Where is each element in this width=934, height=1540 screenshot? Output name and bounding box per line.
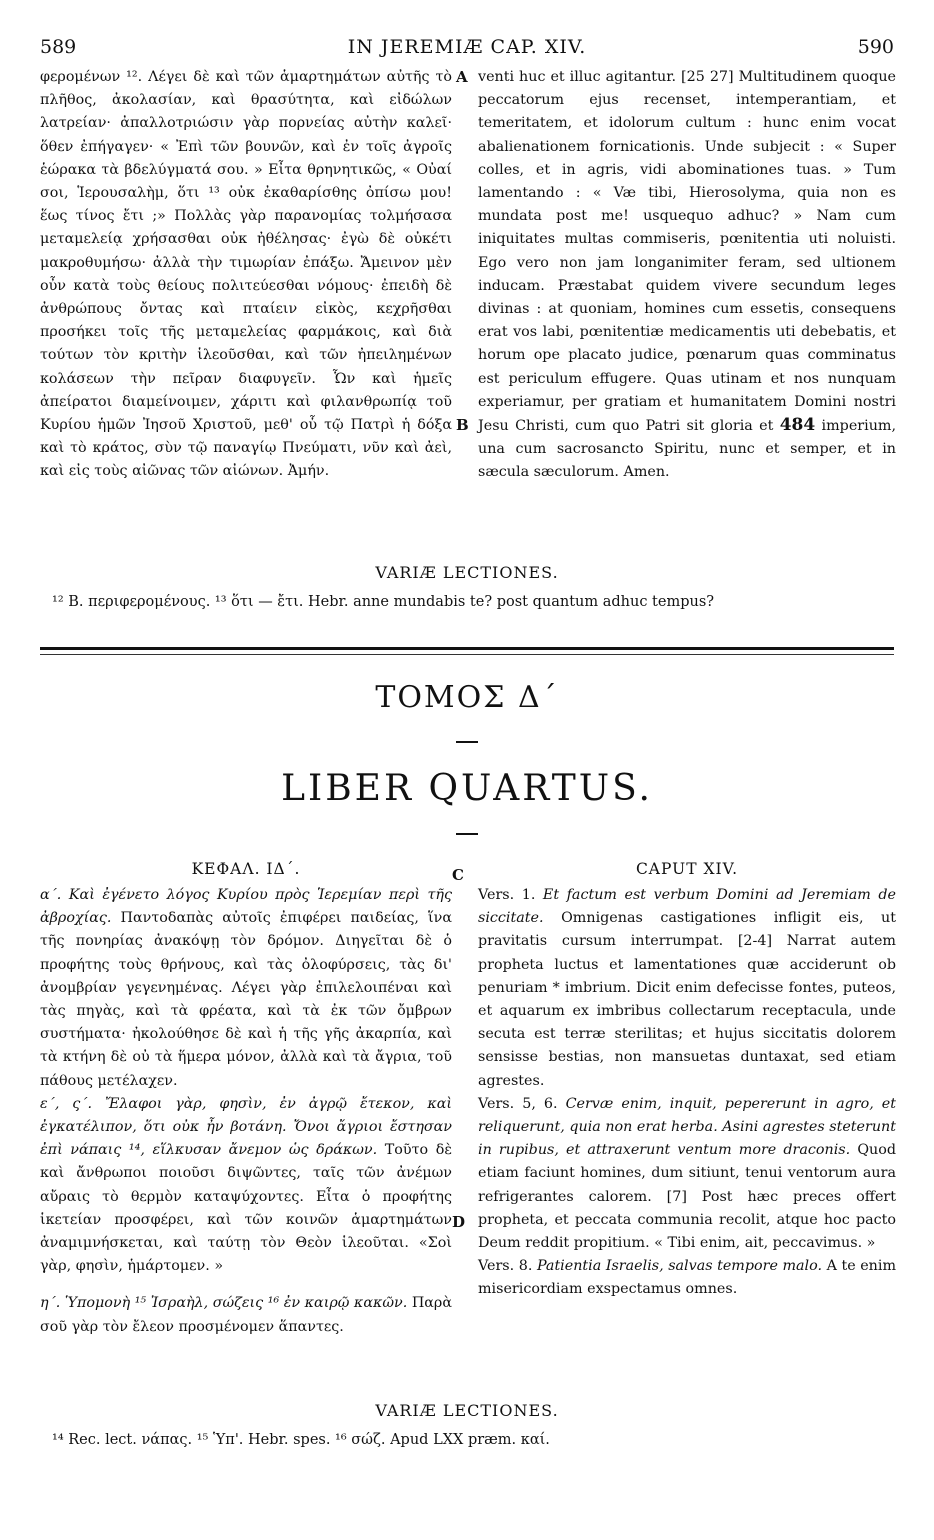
margin-marker-b: B xyxy=(456,416,469,434)
margin-marker-d: D xyxy=(452,1213,466,1231)
latin-verse-1-italic: Et factum est verbum Domini ad Jeremiam de siccitate. xyxy=(478,887,897,927)
latin-verse-5 xyxy=(478,1093,896,1255)
latin-paragraph xyxy=(478,66,896,485)
latin-text-before: venti huc et illuc agitantur. [25 27] Multitudinem quoque peccatorum ejus recenset, intemperantiam, et temeritatem, et idolorum cultum : hunc enim vocat abalienationem fornicationis. Unde subjecit : « Super colles, et in agris, vidi abominationes tuas. » Tum lamentando : « Væ tibi, Hierosolyma, quia non es mundata post me! usquequo adhuc? » Nam cum iniquitates multas commiseris, pœnitentia uti noluisti. Ego vero non jam longanimiter feram, sed ultionem inducam. Præstabat quidem vivere secundum leges divinas : at quoniam, homines cum essetis, consequens erat vos labi, pœnitentiæ medicamentis uti debebatis, et horum ope placato judice, pœnarum quas comminatus est periculum effugere. Quas utinam et nos nunquam experiamur, per gratiam et humanitatem Domini nostri Jesu Christi, cum quo Patri sit gloria et xyxy=(478,69,896,435)
heading-dash-1 xyxy=(456,741,478,743)
liber-heading: LIBER QUARTUS. xyxy=(281,768,653,809)
margin-marker-c: C xyxy=(452,866,464,884)
latin-chapter-title: CAPUT XIV. xyxy=(635,860,739,878)
latin-verse-1-text: Omnigenas castigationes infligit eis, ut pravitatis cursum interrumpat. [2-4] Narrat autem propheta luctus et lamentationes quæ acciderunt ob penuriam * imbrium. Dicit enim defecisse fontes, puteos, et aquarum ex imbribus collectarum receptacula, unde secuta est terræ sterilitas; et hujus siccitatis dolorem sensisse bestias, non mansuetas duntaxat, sed etiam agrestes. xyxy=(478,910,897,1089)
margin-marker-a: A xyxy=(456,68,468,86)
running-title: IN JEREMIÆ CAP. XIV. xyxy=(347,36,587,58)
greek-verse-8 xyxy=(40,1292,452,1338)
latin-verse-5-ref: Vers. 5, 6. xyxy=(478,1095,558,1112)
greek-column-chapter xyxy=(40,884,452,1339)
variae-lectiones-text-1: ¹² B. περιφερομένους. ¹³ ὅτι — ἔτι. Hebr. anne mundabis te? post quantum adhuc tempus? xyxy=(52,594,715,610)
latin-verse-8 xyxy=(478,1255,896,1301)
latin-column-chapter xyxy=(478,884,896,1302)
greek-chapter-title: ΚΕΦΑΛ. ΙΔ΄. xyxy=(191,860,301,878)
variae-lectiones-title-2: VARIÆ LECTIONES. xyxy=(375,1401,559,1420)
greek-verse-1-text: Παντοδαπὰς αὐτοῖς ἐπιφέρει παιδείας, ἵνα τῆς πονηρίας ἀνακόψῃ τὸν δρόμον. Διηγεῖται δὲ ὁ προφήτης τοὺς θρήνους, καὶ τὰς ὀλοφύρσεις, τὰς δι' ἀνομβρίαν γεγενημένας. Λέγει γὰρ ἐπιλελοιπέναι καὶ τὰς πηγὰς, καὶ τὰ φρέατα, καὶ τὰ ἐκ τῶν ὄμβρων συστήματα· ἠκολούθησε δὲ καὶ ἡ τῆς γῆς ἀκαρπία, καὶ τὰ κτήνη δὲ οὐ τὰ ἥμερα μόνον, ἀλλὰ καὶ τὰ ἄγρια, τοῦ πάθους μετέλαχεν. xyxy=(40,910,453,1089)
section-rule-thin xyxy=(40,654,894,655)
greek-paragraph: φερομένων ¹². Λέγει δὲ καὶ τῶν ἁμαρτημάτων αὐτῆς τὸ πλῆθος, ἀκολασίαν, καὶ θρασύτητα, καὶ εἰδώλων λατρείαν· ἀπαλλοτριώσιν γὰρ πορνείας αὐτὴν καλεῖ· ὅθεν ἐπήγαγεν· « Ἐπὶ τῶν βουνῶν, καὶ ἐν τοῖς ἀγροῖς ἑώρακα τὰ βδελύγματά σου. » Εἶτα θρηνητικῶς, « Οὐαί σοι, Ἱερουσαλὴμ, ὅτι ¹³ οὐκ ἐκαθαρίσθης ὀπίσω μου! ἕως τίνος ἔτι ;» Πολλὰς γὰρ παρανομίας τολμήσασα μεταμελείᾳ χρήσασθαι οὐκ ἠθέλησας· ἐγὼ δὲ οὐκέτι μακροθυμήσω· ἀλλὰ τὴν τιμωρίαν ἐπάξω. Ἄμεινον μὲν οὖν κατὰ τοὺς θείους πολιτεύεσθαι νόμους· ἐπειδὴ δὲ ἀνθρώπους ὄντας καὶ πταίειν εἰκὸς, κεχρῆσθαι προσήκει τοῖς τῆς μεταμελείας φαρμάκοις, καὶ διὰ τούτων τὸν κριτὴν ἱλεοῦσθαι, καὶ τῶν ἠπειλημένων κολάσεων τὴν πεῖραν διαφυγεῖν. Ὧν καὶ ἡμεῖς ἀπείρατοι διαμείνοιμεν, χάριτι καὶ φιλανθρωπίᾳ τοῦ Κυρίου ἡμῶν Ἰησοῦ Χριστοῦ, μεθ' οὗ τῷ Πατρὶ ἡ δόξα καὶ τὸ κράτος, σὺν τῷ παναγίῳ Πνεύματι, νῦν καὶ ἀεὶ, καὶ εἰς τοὺς αἰῶνας τῶν αἰώνων. Ἀμήν. xyxy=(40,69,452,480)
greek-verse-8-text: Παρὰ σοῦ γὰρ τὸν ἔλεον προσμένομεν ἅπαντες. xyxy=(40,1295,452,1335)
latin-verse-5-text: Quod etiam faciunt homines, dum sitiunt, tenui ventorum aura refrigerantes calorem. [7] Post hæc preces offert propheta, et peccata communia recolit, atque hoc pacto Deum reddit propitium. « Tibi enim, ait, peccavimus. » xyxy=(478,1142,897,1252)
greek-verse-1-ref: α΄. Καὶ ἐγένετο λόγος Κυρίου πρὸς Ἱερεμίαν περὶ τῆς ἀβροχίας. xyxy=(40,887,452,927)
running-header xyxy=(40,36,894,60)
page-number-left: 589 xyxy=(40,36,77,58)
greek-verse-5 xyxy=(40,1093,452,1279)
greek-verse-1 xyxy=(40,884,452,1093)
latin-verse-1-ref: Vers. 1. xyxy=(478,887,536,903)
section-rule xyxy=(40,647,894,650)
latin-column-top xyxy=(478,66,896,485)
latin-text-after: imperium, una cum sacrosancto Spiritu, nunc et semper, et in sæcula sæculorum. Amen. xyxy=(478,418,897,481)
greek-column-top xyxy=(40,66,452,484)
greek-verse-5-text: Τοῦτο δὲ καὶ ἄνθρωποι ποιοῦσι διψῶντες, ταῖς τῶν ἀνέμων αὔραις τὸ θερμὸν καταψύχοντες. Εἶτα ὁ προφήτης ἱκετείαν προσφέρει, καὶ τῶν κοινῶν ἁμαρτημάτων ἀναμιμνήσκεται, καὶ ταύτῃ τὸν Θεὸν ἱλεοῦται. «Σοὶ γὰρ, φησὶν, ἡμάρτομεν. » xyxy=(40,1142,452,1275)
latin-verse-8-italic: Patientia Israelis, salvas tempore malo. xyxy=(536,1258,823,1275)
heading-dash-2 xyxy=(456,833,478,835)
latin-verse-5-italic: Cervæ enim, inquit, pepererunt in agro, et reliquerunt, quia non erat herba. Asini agrestes steterunt in rupibus, et attraxerunt ventum more draconis. xyxy=(478,1095,896,1159)
tomos-heading: ΤΟΜΟΣ Δ΄ xyxy=(375,680,559,715)
latin-verse-8-ref: Vers. 8. xyxy=(478,1258,533,1275)
latin-verse-8-text: A te enim misericordiam exspectamus omnes. xyxy=(478,1258,896,1298)
variae-lectiones-text-2: ¹⁴ Rec. lect. νάπας. ¹⁵ Ὑπ'. Hebr. spes. ¹⁶ σώζ. Apud LXX præm. καί. xyxy=(52,1432,550,1448)
marginal-number: 484 xyxy=(779,415,816,436)
variae-lectiones-title-1: VARIÆ LECTIONES. xyxy=(375,563,559,582)
page-number-right: 590 xyxy=(857,36,894,58)
latin-verse-1 xyxy=(478,884,896,1093)
greek-verse-8-ref: η΄. Ὑπομονὴ ¹⁵ Ἰσραὴλ, σώζεις ¹⁶ ἐν καιρῷ κακῶν. xyxy=(40,1295,408,1312)
greek-verse-5-ref: ε΄, ς΄. Ἔλαφοι γὰρ, φησὶν, ἐν ἀγρῷ ἔτεκον, καὶ ἐγκατέλιπον, ὅτι οὐκ ἦν βοτάνη. Ὄνοι ἄγριοι ἔστησαν ἐπὶ νάπαις ¹⁴, εἵλκυσαν ἄνεμον ὡς δράκων. xyxy=(40,1095,452,1159)
